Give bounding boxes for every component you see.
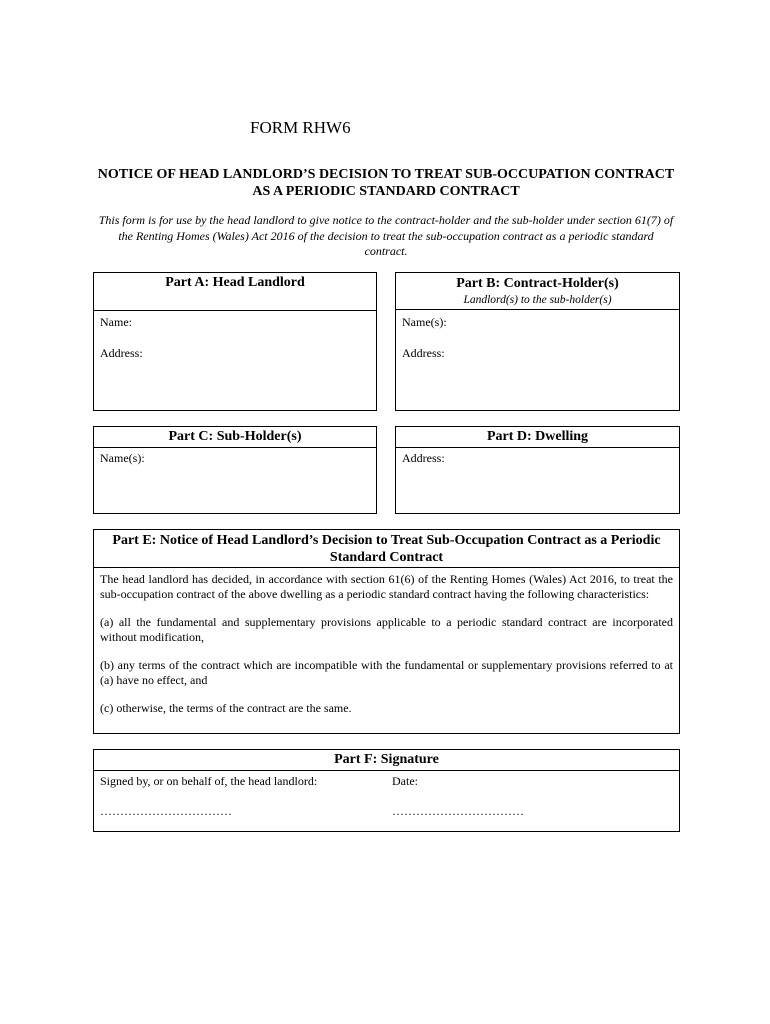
part-e-paragraph-c: (c) otherwise, the terms of the contract are the same. <box>100 701 352 715</box>
part-b-heading: Part B: Contract-Holder(s) <box>456 276 619 291</box>
sub-holder-names-label: Name(s): <box>100 451 145 465</box>
part-b-header <box>396 273 679 310</box>
part-c-heading: Part C: Sub-Holder(s) <box>94 427 376 448</box>
part-d-heading: Part D: Dwelling <box>396 427 679 448</box>
part-e-paragraph-b: (b) any terms of the contract which are incompatible with the fundamental or supplementary provisions referred to at (a) have no effect, and <box>100 658 673 687</box>
part-f-heading: Part F: Signature <box>94 750 679 771</box>
signed-by-label: Signed by, or on behalf of, the head landlord: <box>100 774 318 788</box>
date-label: Date: <box>392 774 418 788</box>
part-e-box <box>93 529 680 734</box>
part-e-heading: Part E: Notice of Head Landlord’s Decision to Treat Sub-Occupation Contract as a Periodic Standard Contract <box>94 530 679 568</box>
date-line[interactable]: …………………………… <box>392 804 524 818</box>
part-e-paragraph-a: (a) all the fundamental and supplementary provisions applicable to a periodic standard contract are incorporated without modification, <box>100 615 673 644</box>
intro-text: This form is for use by the head landlord to give notice to the contract-holder and the sub-holder under section 61(7) of the Renting Homes (Wales) Act 2016 of the decision to treat the sub-occupation contract as a periodic standard contract. <box>98 213 674 258</box>
part-c-box <box>93 426 377 514</box>
part-a-heading: Part A: Head Landlord <box>94 273 376 311</box>
form-number: FORM RHW6 <box>250 118 351 137</box>
part-e-body <box>94 568 679 716</box>
signature-line[interactable]: …………………………… <box>100 804 232 818</box>
page-title: NOTICE OF HEAD LANDLORD’S DECISION TO TREAT SUB-OCCUPATION CONTRACT AS A PERIODIC STANDARD CONTRACT <box>97 167 675 199</box>
part-a-box <box>93 272 377 411</box>
head-landlord-address-label: Address: <box>100 346 143 360</box>
part-e-paragraph-1: The head landlord has decided, in accordance with section 61(6) of the Renting Homes (Wales) Act 2016, to treat the sub-occupation contract of the above dwelling as a periodic standard contract having the following characteristics: <box>100 572 673 601</box>
part-b-box <box>395 272 680 411</box>
part-d-box <box>395 426 680 514</box>
contract-holder-address-label: Address: <box>402 346 445 360</box>
part-b-subheading: Landlord(s) to the sub-holder(s) <box>463 294 612 306</box>
dwelling-address-label: Address: <box>402 451 445 465</box>
part-f-box <box>93 749 680 832</box>
head-landlord-name-label: Name: <box>100 315 132 329</box>
contract-holder-names-label: Name(s): <box>402 315 447 329</box>
